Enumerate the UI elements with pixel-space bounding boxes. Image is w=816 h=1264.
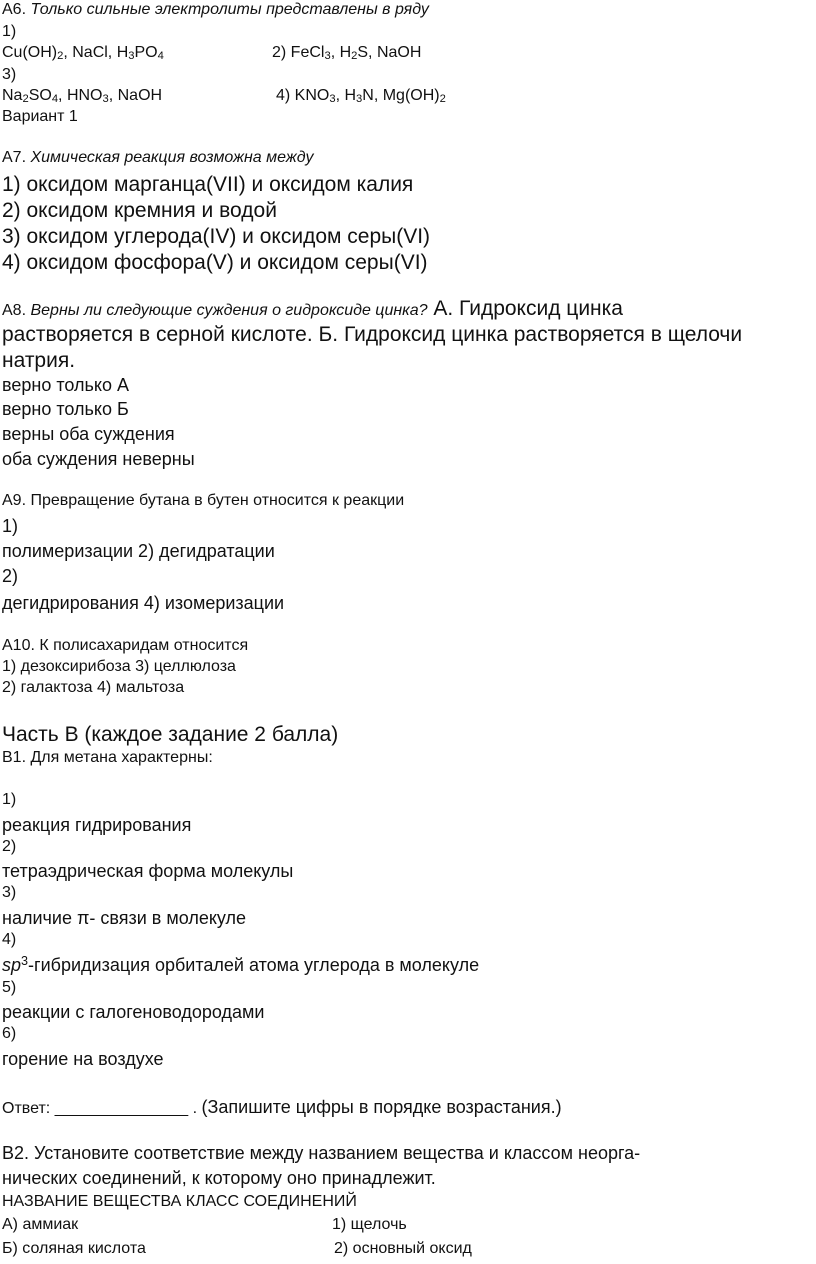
a8-option-2: верно только Б <box>2 399 129 419</box>
b2-row-1-right: 1) щелочь <box>332 1216 407 1233</box>
a6-option-3: $Na_2SO_4$, $HNO_3$, NaOH <box>2 87 163 105</box>
b2-row-2-right: 2) основный оксид <box>334 1240 472 1257</box>
a7-option-2: 2) оксидом кремния и водой <box>2 199 277 222</box>
a6-option-3-number: 3) <box>2 66 17 83</box>
a8-prefix: А8. <box>2 302 31 319</box>
b1-item-5: реакции с галогеноводородами <box>2 1002 265 1022</box>
answer-dot: . <box>188 1100 202 1117</box>
a6-title: Только сильные электролиты представлены в ряду <box>30 1 429 18</box>
b1-item-4-number: 4) <box>2 931 17 948</box>
a6-prefix: А6. <box>2 1 31 18</box>
a9-options-line-2: дегидрирования 4) изомеризации <box>2 593 285 613</box>
a9-question: А9. Превращение бутана в бутен относится к реакции <box>2 492 405 509</box>
b1-answer-line <box>2 1098 562 1117</box>
b1-item-3: наличие π- связи в молекуле <box>2 908 247 928</box>
b1-item-4-term: sp <box>2 955 22 975</box>
a7-option-1: 1) оксидом марганца(VII) и оксидом калия <box>2 173 414 196</box>
b1-item-3-number: 3) <box>2 884 17 901</box>
b2-row-1-left: А) аммиак <box>2 1216 79 1233</box>
b2-question-line-2: нических соединений, к которому оно принадлежит. <box>2 1168 436 1188</box>
b1-item-2-number: 2) <box>2 838 17 855</box>
a9-number-1: 1) <box>2 516 19 536</box>
b1-item-1-number: 1) <box>2 791 17 808</box>
a7-prefix: А7. <box>2 149 31 166</box>
a9-number-2: 2) <box>2 566 19 586</box>
a6-option-4-number: 4) <box>276 87 295 104</box>
b1-item-4 <box>2 956 479 974</box>
a7-question <box>2 150 313 166</box>
b1-item-4-text: -гибридизация орбиталей атома углерода в молекуле <box>28 955 480 975</box>
a6-option-2-number: 2) <box>272 44 291 61</box>
part-b-title: Часть В (каждое задание 2 балла) <box>2 723 339 746</box>
b1-item-2: тетраэдрическая форма молекулы <box>2 861 294 881</box>
b1-item-1: реакция гидрирования <box>2 815 192 835</box>
a8-option-3: верны оба суждения <box>2 424 175 444</box>
a10-options-line-1: 1) дезоксирибоза 3) целлюлоза <box>2 658 236 675</box>
a8-text-b: растворяется в серной кислоте. Б. Гидроксид цинка растворяется в щелочи <box>2 323 743 346</box>
a6-option-1-number: 1) <box>2 23 17 40</box>
a6-option-2: 2) FeCl$_3$, $H_2S$, NaOH <box>272 44 422 62</box>
b1-item-6: горение на воздухе <box>2 1049 164 1069</box>
a6-option-4: 4) $KNO_3$, $H_3N$, $Mg(OH)_2$ <box>276 87 446 105</box>
a10-options-line-2: 2) галактоза 4) мальтоза <box>2 679 185 696</box>
b1-item-6-number: 6) <box>2 1025 17 1042</box>
variant-label: Вариант 1 <box>2 108 78 125</box>
a8-question-text: Верны ли следующие суждения о гидроксиде цинка? <box>30 302 428 319</box>
a8-option-4: оба суждения неверны <box>2 449 195 469</box>
a7-option-4: 4) оксидом фосфора(V) и оксидом серы(VI) <box>2 251 428 274</box>
answer-label: Ответ: <box>2 1100 55 1117</box>
a8-question <box>2 298 623 319</box>
b2-question-line-1: В2. Установите соответствие между названием вещества и классом неорга- <box>2 1143 641 1163</box>
a8-option-1: верно только А <box>2 375 129 395</box>
a8-text-c: натрия. <box>2 349 76 372</box>
a6-question <box>2 2 429 18</box>
a7-title: Химическая реакция возможна между <box>30 149 314 166</box>
a8-text-a: А. Гидроксид цинка <box>427 297 623 320</box>
b1-question: В1. Для метана характерны: <box>2 749 213 766</box>
b2-row-2-left: Б) соляная кислота <box>2 1240 146 1257</box>
answer-blank[interactable]: _______________ <box>54 1100 189 1117</box>
b1-item-4-sup: 3 <box>21 954 29 968</box>
answer-hint: (Запишите цифры в порядке возрастания.) <box>201 1097 562 1117</box>
a7-option-3: 3) оксидом углерода(IV) и оксидом серы(VI) <box>2 225 431 248</box>
b2-table-header: НАЗВАНИЕ ВЕЩЕСТВА КЛАСС СОЕДИНЕНИЙ <box>2 1193 357 1210</box>
b1-item-5-number: 5) <box>2 979 17 996</box>
a10-question: А10. К полисахаридам относится <box>2 637 249 654</box>
a9-options-line-1: полимеризации 2) дегидратации <box>2 541 275 561</box>
a6-option-1: $Cu(OH)_2$, NaCl, $H_3PO_4$ <box>2 44 164 62</box>
